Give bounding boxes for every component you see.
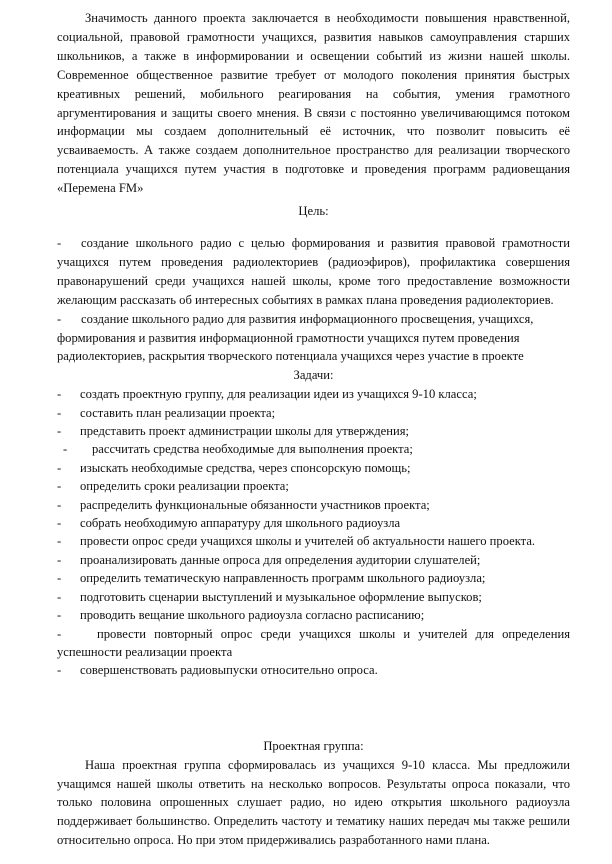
dash-bullet-icon: - [57,387,62,402]
task-item [57,422,570,440]
task-item-text: совершенствовать радиовыпуски относительно опроса. [80,663,378,678]
goal-item [57,310,570,367]
task-item-text: собрать необходимую аппаратуру для школьного радиоузла [80,516,401,531]
task-item-text: распределить функциональные обязанности участников проекта; [80,497,430,512]
goal-item [57,234,570,310]
task-item [57,459,570,477]
dash-bullet-icon: - [57,311,62,326]
goal-item-text: создание школьного радио для развития информационного просвещения, учащихся, формирования и развития информационной грамотности учащихся путем проведения радиолекториев, раскрытия творческого потенциала учащихся через участие в проекте [57,311,534,364]
task-item-text: составить план реализации проекта; [80,405,276,420]
dash-bullet-icon: - [57,534,62,549]
dash-bullet-icon: - [57,516,62,531]
goal-heading: Цель: [298,204,329,219]
task-item [57,569,570,587]
task-item-text: провести опрос среди учащихся школы и учителей об актуальности нашего проекта. [80,534,536,549]
tasks-heading: Задачи: [293,368,334,383]
task-item [57,588,570,606]
task-item-text: проводить вещание школьного радиоузла согласно расписанию; [80,608,425,623]
dash-bullet-icon: - [57,424,62,439]
dash-bullet-icon: - [57,552,62,567]
task-item-text: рассчитать средства необходимые для выполнения проекта; [92,442,413,457]
task-item [57,514,570,532]
task-item [57,551,570,569]
goal-list [57,234,570,366]
task-item-text: подготовить сценарии выступлений и музыкальное оформление выпусков; [80,589,482,604]
task-item [57,385,570,403]
task-item-text: определить тематическую направленность программ школьного радиоузла; [80,571,486,586]
task-item [57,661,570,679]
document-page [57,9,570,850]
task-item-text: создать проектную группу, для реализации идеи из учащихся 9-10 класса; [80,387,477,402]
dash-bullet-icon: - [57,460,62,475]
project-group-heading: Проектная группа: [263,738,364,753]
task-item-text: провести повторный опрос среди учащихся школы и учителей для определения успешности реализации проекта [57,626,570,659]
dash-bullet-icon: - [57,405,62,420]
project-group-paragraph: Наша проектная группа сформировалась из учащихся 9-10 класса. Мы предложили учащимся нашей школы ответить на несколько вопросов. Результаты опроса показали, что только половина опрошенных слушает радио, но идею открытия школьного радиоузла поддерживает большинство. Определить частоту и тематику наших передач мы также решили относительно опроса. Но при этом придерживались разработанного нами плана. [57,757,570,848]
dash-bullet-icon: - [57,479,62,494]
blank-space [57,680,570,737]
task-item [57,440,570,458]
goal-item-text: создание школьного радио с целью формирования и развития правовой грамотности учащихся путем проведения радиолекториев (радиоэфиров), профилактика совершения правонарушений среди учащихся нашей школы, кроме того предоставление возможности желающим рассказать об интересных событиях в рамках плана проведения радиолекториев. [57,235,570,307]
dash-bullet-icon: - [57,235,62,250]
dash-bullet-icon: - [57,589,62,604]
task-item [57,606,570,624]
tasks-list [57,385,570,680]
task-item-text: изыскать необходимые средства, через спонсорскую помощь; [80,460,411,475]
task-item-text: представить проект администрации школы для утверждения; [80,424,410,439]
task-item [57,625,570,662]
dash-bullet-icon: - [57,571,62,586]
task-item-text: проанализировать данные опроса для определения аудитории слушателей; [80,552,481,567]
intro-paragraph: Значимость данного проекта заключается в необходимости повышения нравственной, социальной, правовой грамотности учащихся, развития навыков самоуправления старших школьников, а также в информировании и освещении событий из жизни нашей школы. Современное общественное развитие требует от молодого поколения принятия быстрых креативных решений, мобильного реагирования на события, умения грамотного аргументирования и защиты своего мнения. В связи с постоянно увеличивающимся потоком информации мы создаем дополнительный её источник, что позволит повысить её усваиваемость. А также создаем дополнительное пространство для реализации творческого потенциала учащихся путем участия в подготовке и проведения программ радиовещания «Перемена FM» [57,11,570,196]
dash-bullet-icon: - [57,626,62,641]
task-item [57,477,570,495]
dash-bullet-icon: - [57,497,62,512]
dash-bullet-icon: - [57,608,62,623]
dash-bullet-icon: - [63,442,68,457]
task-item [57,532,570,550]
task-item [57,404,570,422]
dash-bullet-icon: - [57,663,62,678]
task-item-text: определить сроки реализации проекта; [80,479,289,494]
task-item [57,496,570,514]
